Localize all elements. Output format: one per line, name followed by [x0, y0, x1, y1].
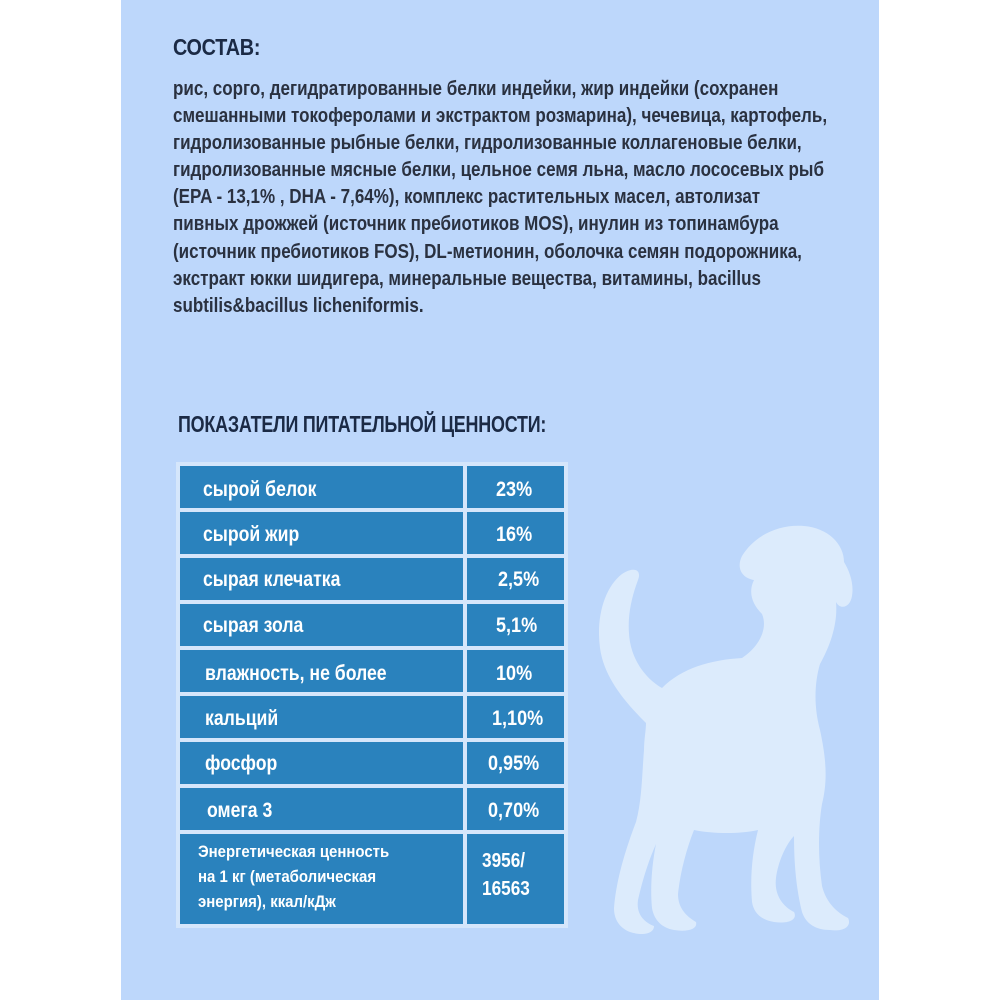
nutrient-name: сырой жир	[203, 523, 300, 546]
nutrient-value: 5,1%	[496, 614, 538, 637]
nutrient-value: 0,70%	[488, 799, 540, 822]
nutrient-value: 1,10%	[492, 707, 544, 730]
nutrient-value: 10%	[496, 662, 533, 685]
composition-text: рис, сорго, дегидратированные белки индейки, жир индейки (сохранен смешанными токоферолами и экстрактом розмарина), чечевица, картофель, гидролизованные рыбные белки, гидролизованные коллагеновые белки, гидролизованные мясные белки, цельное семя льна, масло лососевых рыб (EPA - 13,1% , DHA - 7,64%), комплекс растительных масел, автолизат пивных дрожжей (источник пребиотиков MOS), инулин из топинамбура (источник пребиотиков FOS), DL-метионин, оболочка семян подорожника, экстракт юкки шидигера, минеральные вещества, витамины, bacillus subtilis&bacillus licheniformis.	[173, 77, 828, 317]
nutrient-name: Энергетическая ценность на 1 кг (метаболическая энергия), ккал/кДж	[198, 842, 390, 911]
table-row-calcium	[180, 696, 564, 742]
table-row-energy	[180, 834, 564, 924]
table-row-crude-fiber	[180, 558, 564, 604]
nutrient-name: сырой белок	[203, 478, 317, 501]
nutrient-name: фосфор	[205, 752, 278, 775]
nutrient-value: 2,5%	[498, 568, 540, 591]
nutrient-name: влажность, не более	[205, 662, 387, 685]
nutrient-name: сырая зола	[203, 614, 304, 637]
dog-silhouette-icon	[582, 518, 862, 938]
table-row-phosphorus	[180, 742, 564, 788]
composition-title: СОСТАВ:	[173, 34, 261, 60]
nutrient-name: сырая клечатка	[203, 568, 341, 591]
nutrient-value: 3956/ 16563	[482, 850, 530, 900]
table-row-crude-ash	[180, 604, 564, 650]
nutrition-title: ПОКАЗАТЕЛИ ПИТАТЕЛЬНОЙ ЦЕННОСТИ:	[178, 411, 547, 437]
nutrient-value: 23%	[496, 478, 533, 501]
table-row-crude-protein	[180, 466, 564, 512]
nutrition-table	[176, 462, 568, 928]
nutrient-name: кальций	[205, 707, 279, 730]
table-row-moisture	[180, 650, 564, 696]
nutrient-name: омега 3	[207, 799, 273, 822]
table-row-omega-3	[180, 788, 564, 834]
nutrient-value: 16%	[496, 523, 533, 546]
table-row-crude-fat	[180, 512, 564, 558]
nutrient-value: 0,95%	[488, 752, 540, 775]
